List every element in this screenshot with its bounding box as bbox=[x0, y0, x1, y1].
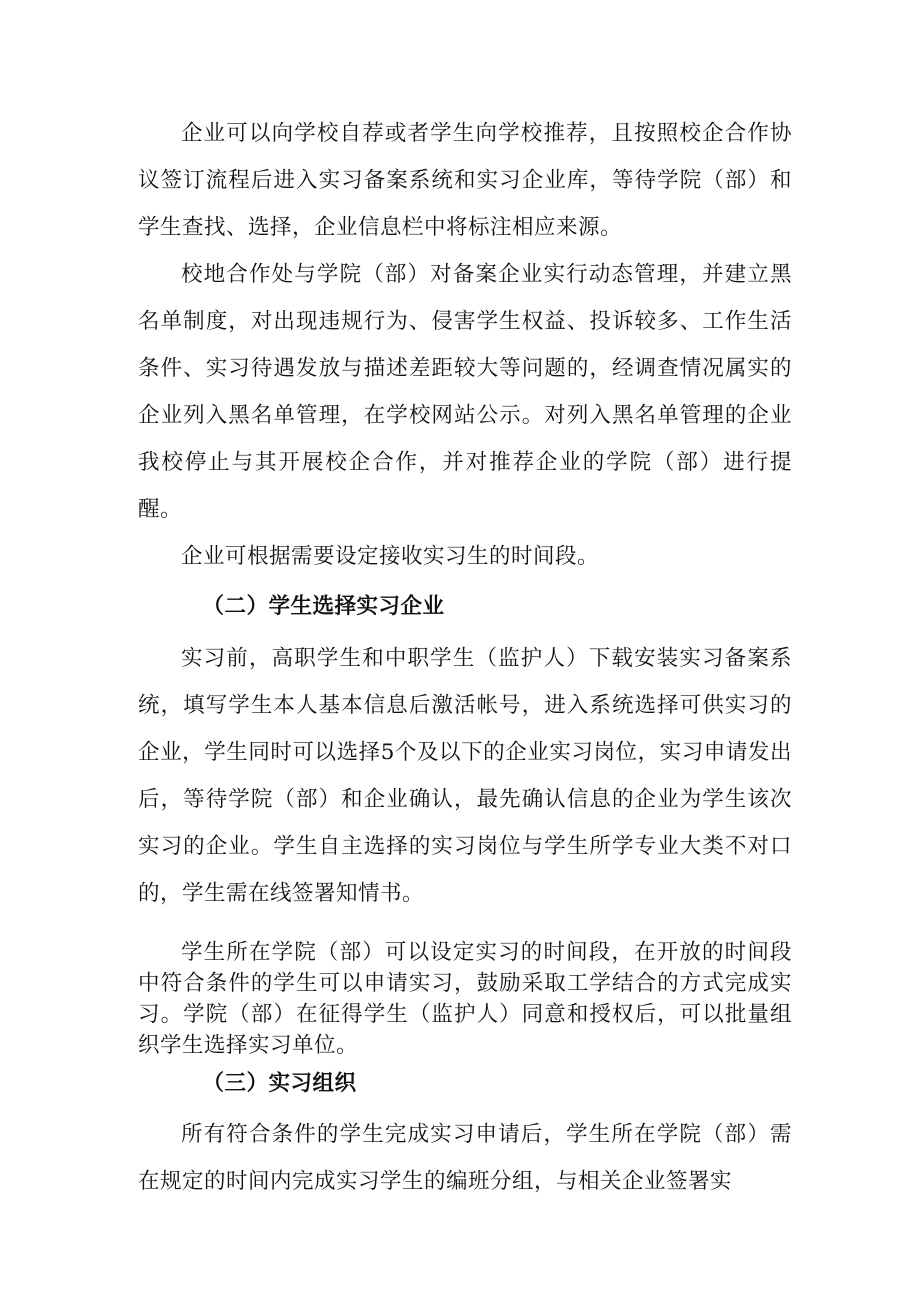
section-heading-internship-organization: （三）实习组织 bbox=[202, 1071, 357, 1096]
paragraph-class-grouping: 所有符合条件的学生完成实习申请后，学生所在学院（部）需在规定的时间内完成实习学生的编班分组，与相关企业签署实 bbox=[138, 1122, 792, 1194]
paragraph-student-selection-process: 实习前，高职学生和中职学生（监护人）下载安装实习备案系统，填写学生本人基本信息后激活帐号，进入系统选择可供实习的企业，学生同时可以选择5个及以下的企业实习岗位，实习申请发出后，等待学院（部）和企业确认，最先确认信息的企业为学生该次实习的企业。学生自主选择的实习岗位与学生所学专业大类不对口的，学生需在线签署知情书。 bbox=[138, 646, 792, 906]
paragraph-college-time-setting: 学生所在学院（部）可以设定实习的时间段，在开放的时间段中符合条件的学生可以申请实习，鼓励采取工学结合的方式完成实习。学院（部）在征得学生（监护人）同意和授权后，可以批量组织学生选择实习单位。 bbox=[138, 940, 792, 1058]
paragraph-intern-time-period: 企业可根据需要设定接收实习生的时间段。 bbox=[181, 544, 600, 569]
section-heading-student-select-enterprise: （二）学生选择实习企业 bbox=[202, 594, 445, 619]
paragraph-enterprise-recommendation: 企业可以向学校自荐或者学生向学校推荐，且按照校企合作协议签订流程后进入实习备案系统和实习企业库，等待学院（部）和学生查找、选择，企业信息栏中将标注相应来源。 bbox=[138, 121, 792, 240]
paragraph-blacklist-management: 校地合作处与学院（部）对备案企业实行动态管理，并建立黑名单制度，对出现违规行为、侵害学生权益、投诉较多、工作生活条件、实习待遇发放与描述差距较大等问题的，经调查情况属实的企业列入黑名单管理，在学校网站公示。对列入黑名单管理的企业我校停止与其开展校企合作，并对推荐企业的学院（部）进行提醒。 bbox=[138, 262, 792, 522]
